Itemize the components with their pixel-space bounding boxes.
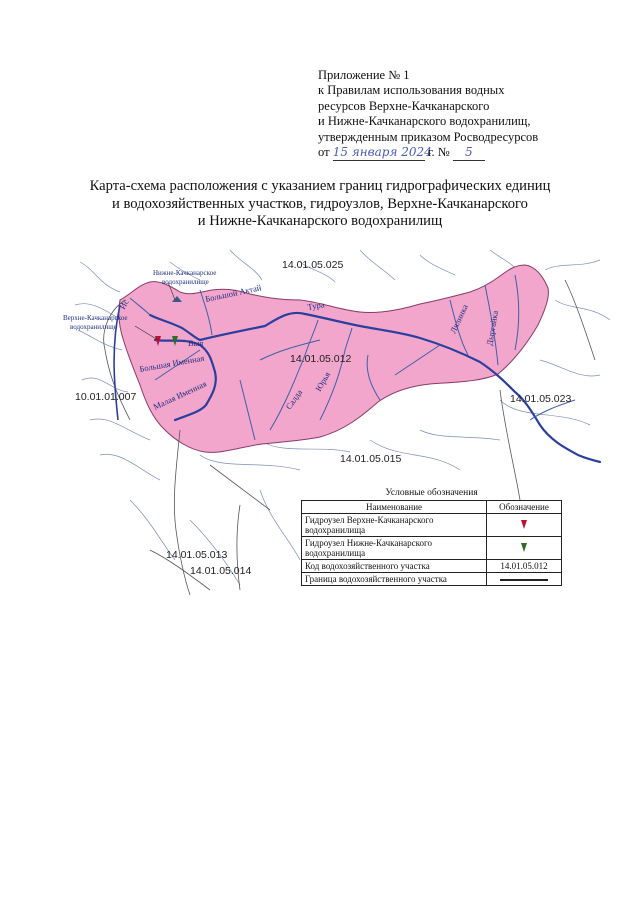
- appendix-date-line: [318, 145, 538, 161]
- appendix-line-3: ресурсов Верхне-Качканарского: [318, 98, 490, 113]
- from-label: от: [318, 145, 330, 160]
- label-vyya: Выя: [188, 338, 204, 348]
- label-tura: Тура: [306, 299, 326, 312]
- label-is: Ис: [117, 297, 131, 311]
- label-lyalinka: Лялинка: [447, 302, 470, 335]
- green-triangle-icon: [521, 543, 527, 552]
- handwritten-number: 5: [453, 145, 485, 161]
- code-top: 14.01.05.025: [282, 259, 344, 271]
- code-south: 14.01.05.015: [340, 453, 402, 465]
- red-triangle-icon: [521, 520, 527, 529]
- legend-row-name: Гидроузел Нижне-Качканарского водохранилища: [302, 537, 487, 560]
- label-bolshoy-aktay: Большой Актай: [204, 282, 263, 304]
- label-salda: Салда: [283, 387, 305, 412]
- legend-row: [302, 537, 562, 560]
- title-line-1: Карта-схема расположения с указанием границ гидрографических единиц: [89, 178, 551, 194]
- handwritten-date: 15 января 2024: [333, 145, 425, 161]
- appendix-header: [318, 68, 538, 161]
- label-verkhne-1: Верхне-Качканарское: [63, 314, 128, 322]
- appendix-line-4: и Нижне-Качканарского водохранилищ,: [318, 114, 531, 129]
- legend-row-name: Граница водохозяйственного участка: [302, 573, 487, 586]
- map-legend: [301, 488, 562, 586]
- title-line-3: и Нижне-Качканарского водохранилищ: [197, 213, 443, 229]
- legend-row: [302, 514, 562, 537]
- appendix-line-2: к Правилам использования водных: [318, 83, 505, 98]
- legend-col-name: Наименование: [302, 501, 487, 514]
- code-east: 14.01.05.023: [510, 393, 572, 405]
- code-sw-2: 14.01.05.014: [190, 565, 252, 577]
- label-bolshaya-imennaya: Большая Именная: [138, 352, 205, 374]
- appendix-line-1: Приложение № 1: [318, 68, 410, 82]
- legend-code-value: 14.01.05.012: [487, 560, 562, 573]
- appendix-line-5: утвержденным приказом Росводресурсов: [318, 129, 539, 144]
- label-dyrgayka: Дыргайка: [484, 309, 501, 347]
- legend-header-row: [302, 501, 562, 514]
- label-nizhne-1: Нижне-Качканарское: [153, 269, 217, 277]
- year-number-label: г. №: [427, 145, 450, 160]
- legend-row: [302, 560, 562, 573]
- code-west: 10.01.01.007: [75, 391, 137, 403]
- code-main: 14.01.05.012: [290, 353, 352, 365]
- label-verkhne-2: водохранилище: [70, 323, 117, 331]
- label-nizhne-2: водохранилище: [162, 278, 209, 286]
- boundary-line-icon: [500, 579, 548, 581]
- code-sw-1: 14.01.05.013: [166, 549, 228, 561]
- label-yurya: Юрья: [313, 370, 333, 393]
- legend-col-symbol: Обозначение: [487, 501, 562, 514]
- legend-row-name: Код водохозяйственного участка: [302, 560, 487, 573]
- legend-table: [301, 500, 562, 586]
- label-malaya-imennaya: Малая Именная: [151, 378, 208, 412]
- legend-title: Условные обозначения: [385, 488, 478, 498]
- legend-row-name: Гидроузел Верхне-Качканарского водохранилища: [302, 514, 487, 537]
- page-title: [0, 178, 640, 231]
- legend-row: [302, 573, 562, 586]
- title-line-2: и водохозяйственных участков, гидроузлов, Верхне-Качканарского: [112, 195, 528, 212]
